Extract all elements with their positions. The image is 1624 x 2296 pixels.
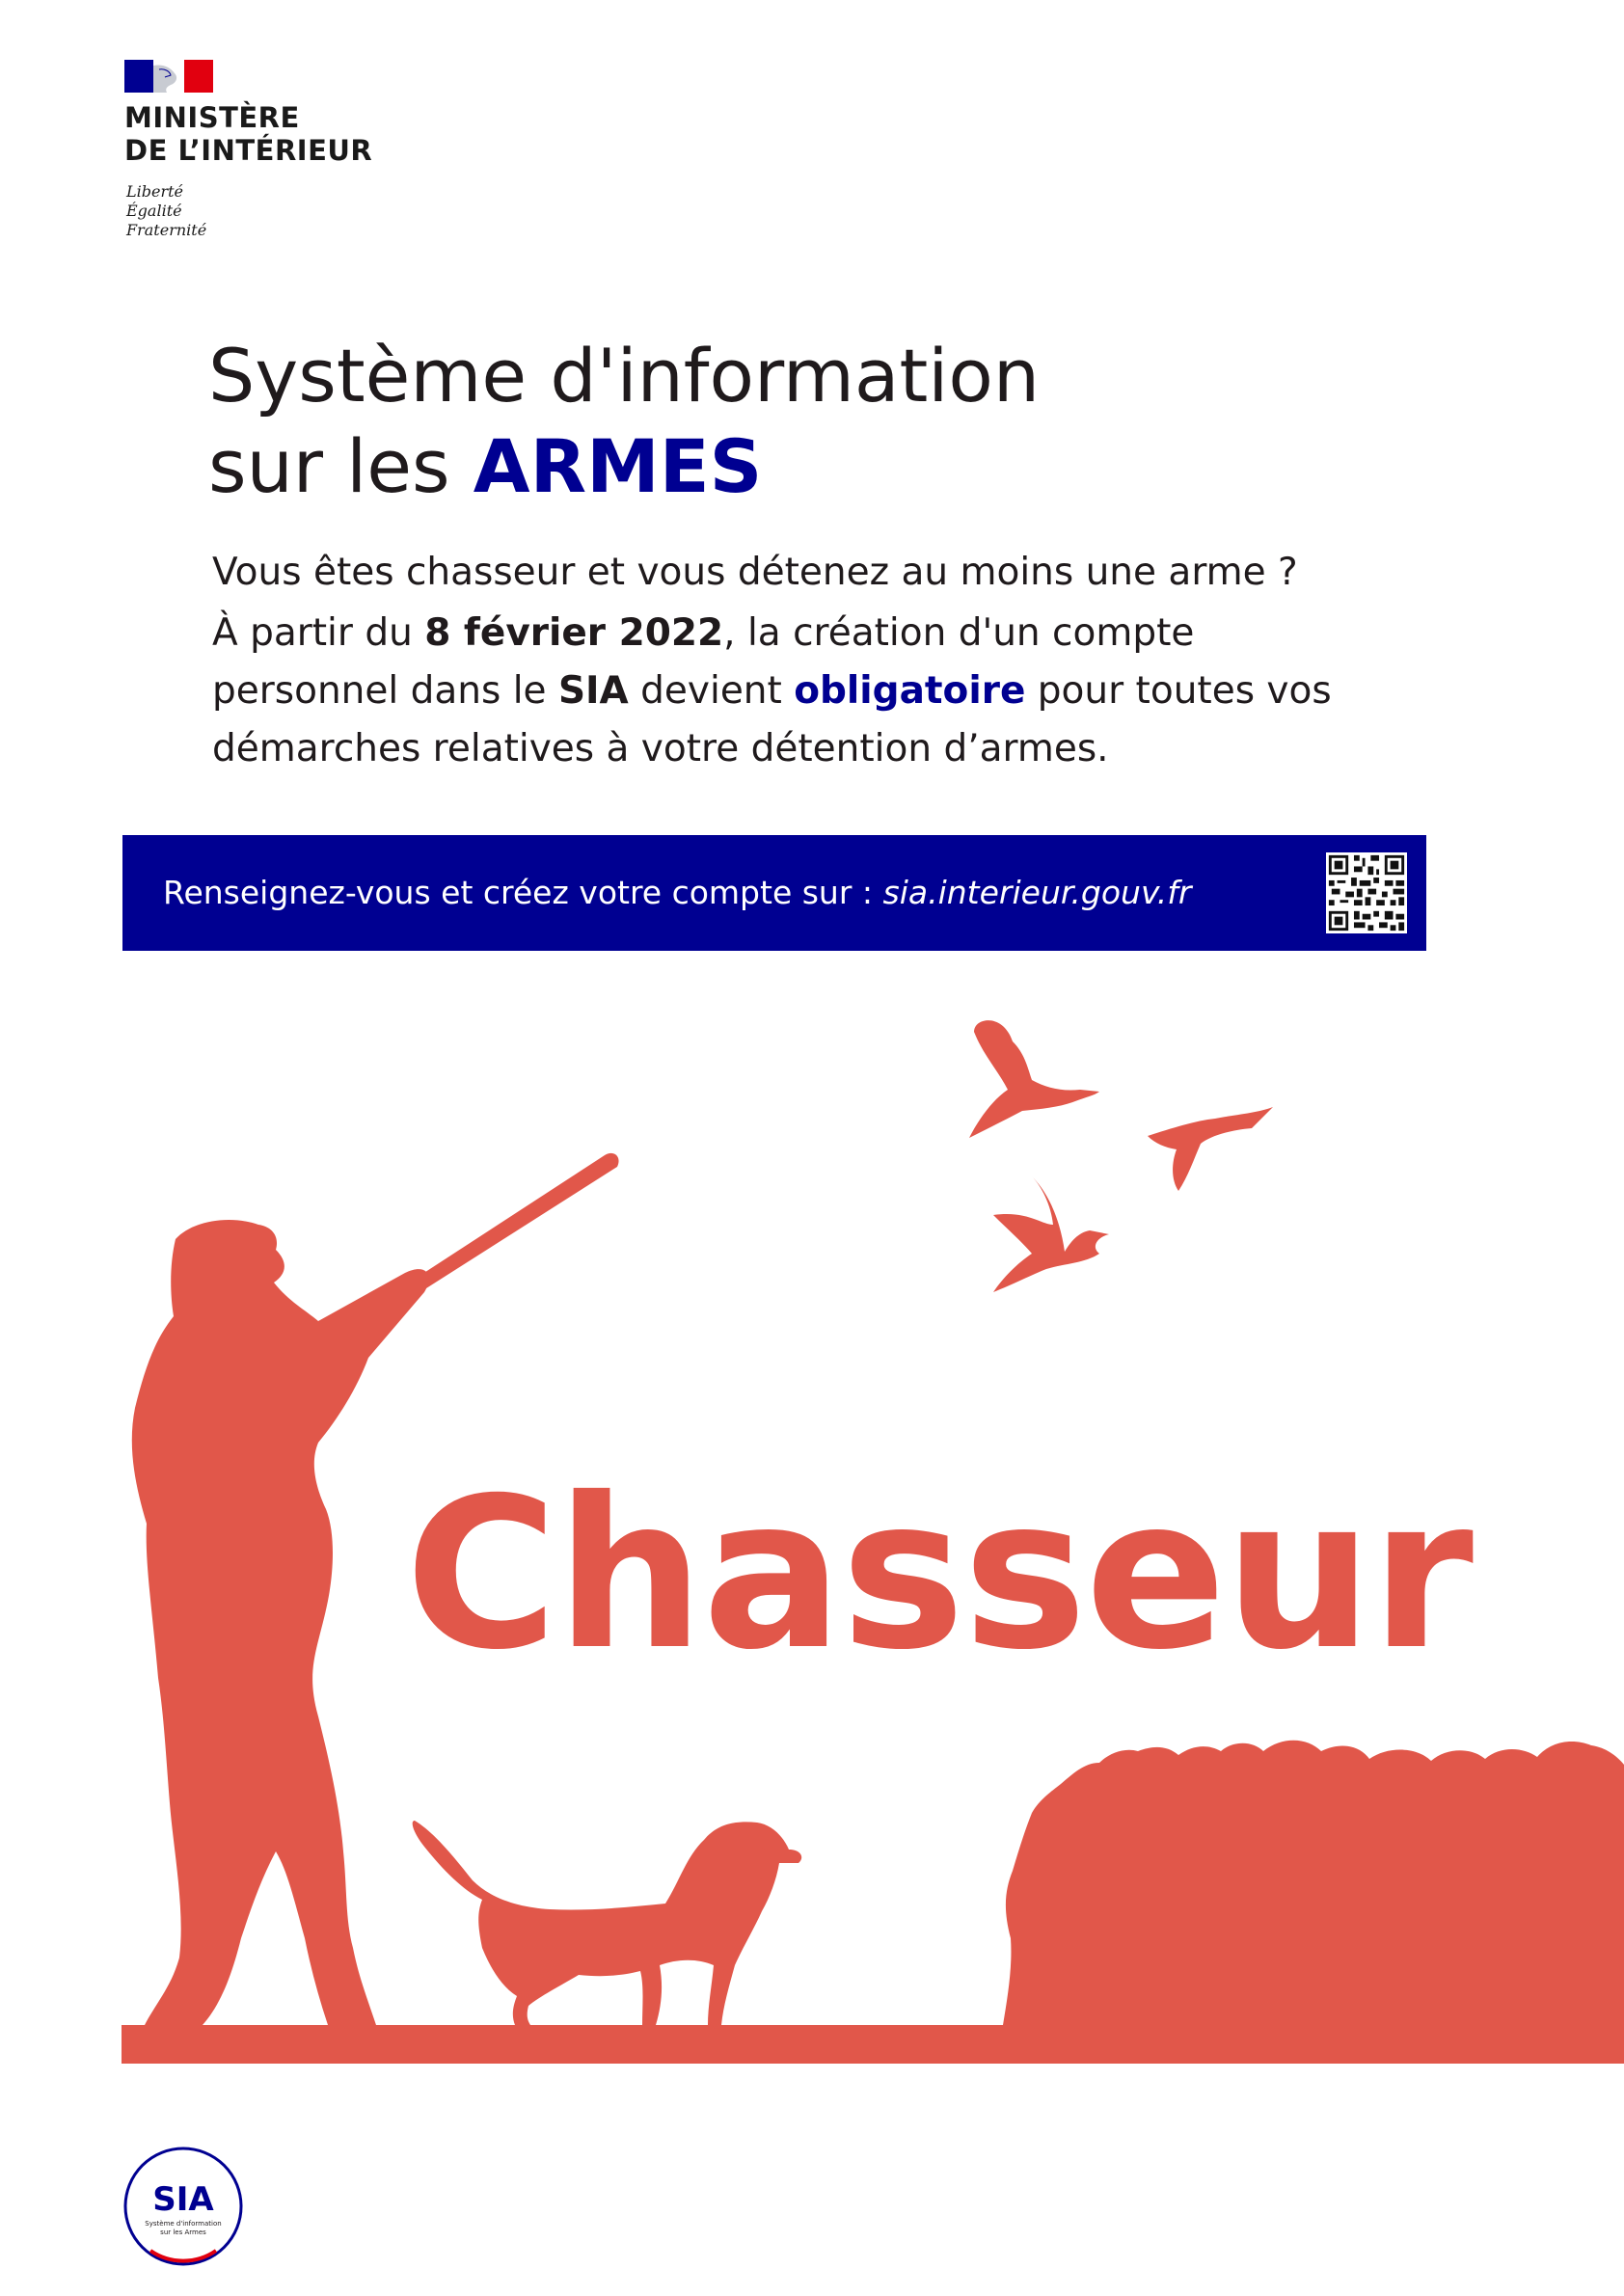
intro-line3-prefix: personnel dans le: [212, 669, 558, 713]
intro-line2-suffix: , la création d'un compte: [723, 611, 1195, 655]
motto-liberte: Liberté: [126, 182, 183, 201]
ministry-name-line2: DE L’INTÉRIEUR: [124, 134, 373, 167]
intro-line3-suffix: pour toutes vos: [1025, 669, 1332, 713]
poster-title-line2: [208, 423, 763, 509]
qr-code-icon[interactable]: [1326, 852, 1407, 933]
bird-1: [969, 1020, 1099, 1138]
sia-logo-letters: SIA: [152, 2180, 214, 2219]
intro-line4: démarches relatives à votre détention d’armes.: [212, 727, 1109, 770]
motto-fraternite: Fraternité: [126, 221, 207, 239]
intro-line1: Vous êtes chasseur et vous détenez au moins une arme ?: [212, 551, 1298, 594]
forest-icon: [1003, 1741, 1624, 2025]
chasseur-heading: Chasseur: [405, 1453, 1472, 1695]
intro-date: 8 février 2022: [424, 611, 724, 655]
intro-line2-prefix: À partir du: [212, 611, 425, 655]
intro-line2: [212, 611, 1195, 655]
ministry-name-line1: MINISTÈRE: [124, 101, 300, 134]
intro-line3: [212, 669, 1332, 713]
sia-logo-caption-line2: sur les Armes: [160, 2228, 206, 2236]
title-prefix: sur les: [208, 423, 474, 509]
intro-line3-middle: devient: [628, 669, 795, 713]
dog-silhouette-icon: [413, 1821, 802, 2025]
sia-logo-caption-line1: Système d'information: [145, 2220, 222, 2228]
intro-obligatoire: obligatoire: [794, 669, 1026, 713]
banner-prompt: Renseignez-vous et créez votre compte sur :: [163, 874, 883, 911]
sia-logo-icon: [122, 2145, 245, 2268]
motto-egalite: Égalité: [126, 202, 182, 220]
bird-3: [993, 1176, 1109, 1292]
ground-shape: [122, 2025, 1624, 2064]
poster-title-line1: Système d'information: [208, 333, 1041, 419]
intro-sia: SIA: [557, 669, 629, 713]
banner-url-link[interactable]: sia.interieur.gouv.fr: [882, 874, 1192, 911]
title-armes-emphasis: ARMES: [473, 423, 763, 509]
info-banner: [122, 835, 1426, 951]
marianne-logo-icon: [124, 60, 213, 93]
bird-2: [1148, 1107, 1273, 1191]
flying-birds-icon: [969, 1020, 1273, 1292]
banner-text: [163, 874, 1191, 911]
